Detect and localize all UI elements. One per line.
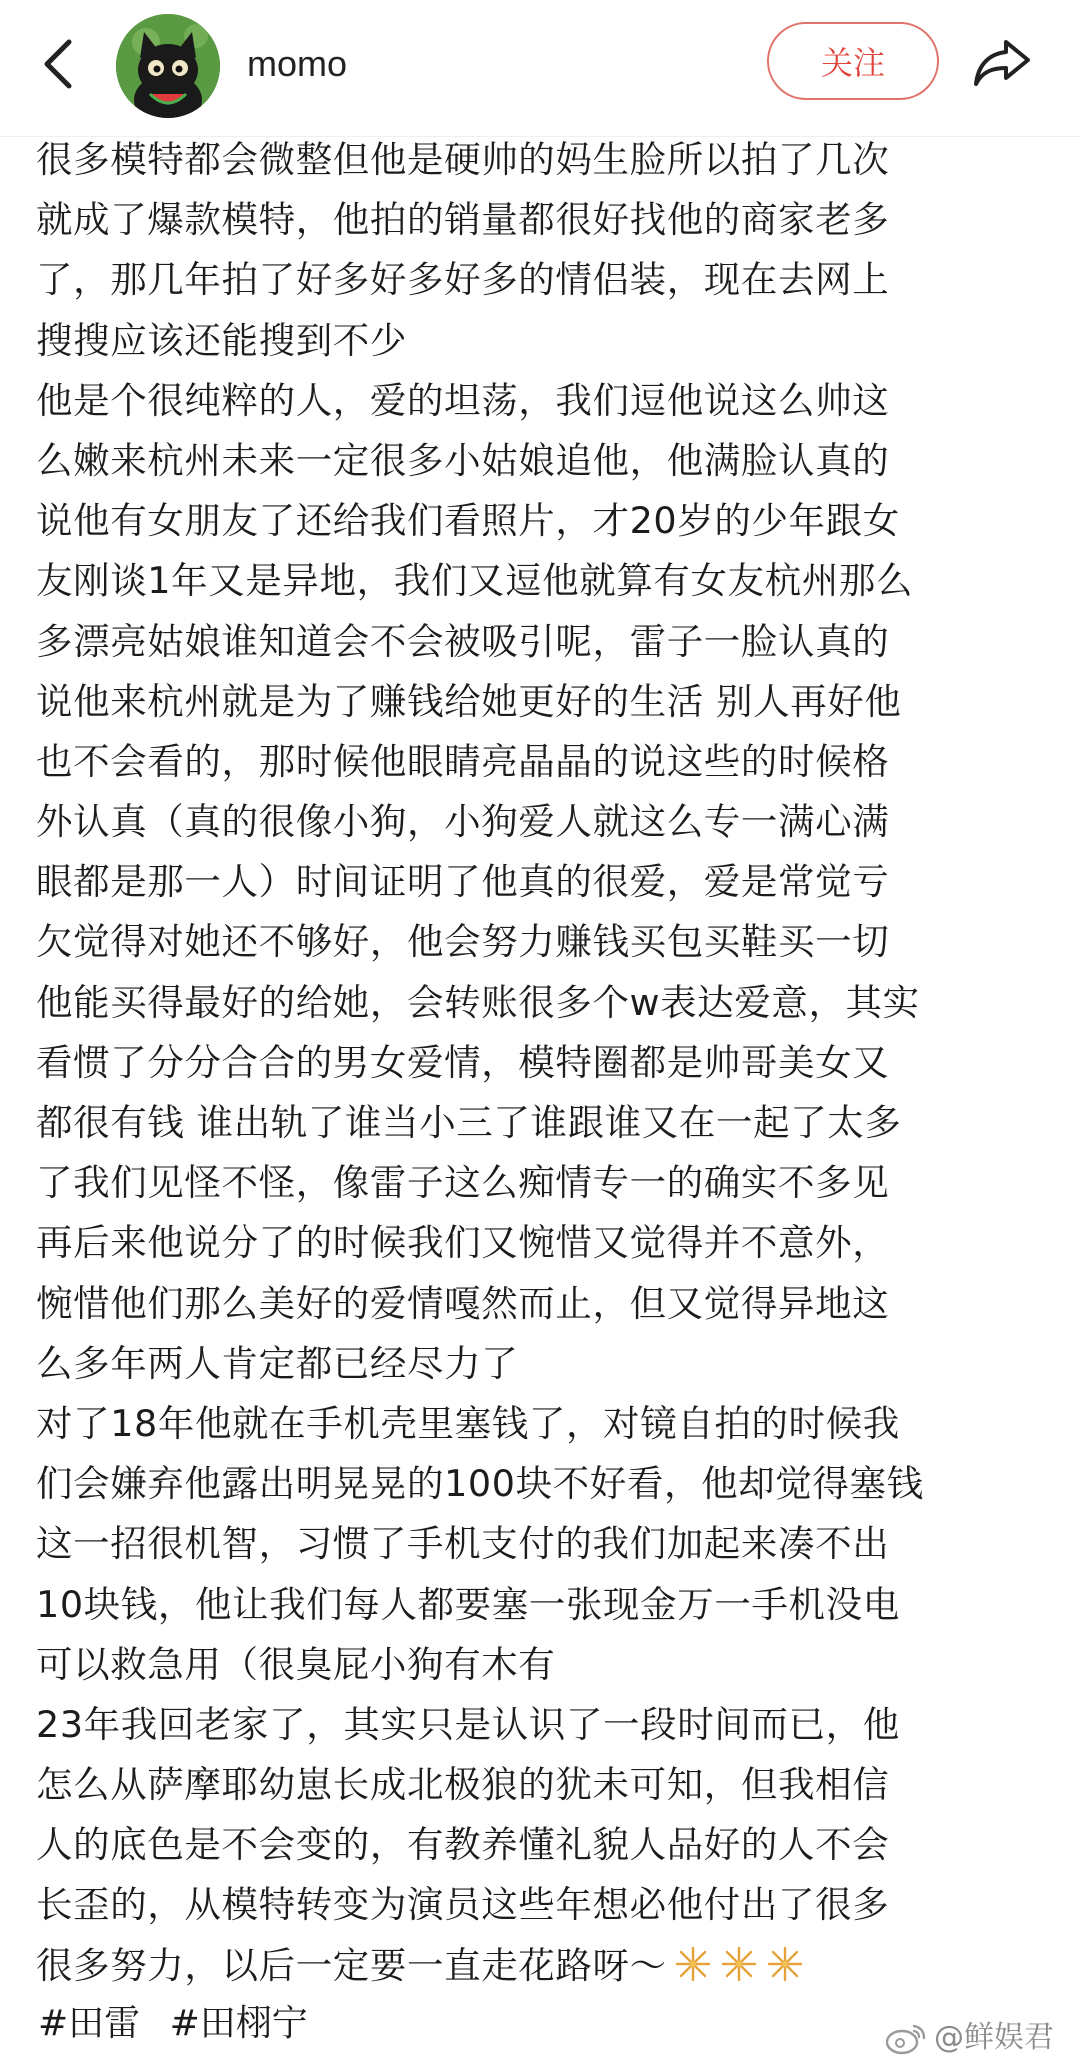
post-line: 23年我回老家了，其实只是认识了一段时间而已，他 [36, 1702, 900, 1746]
fireworks-emoji-icon [765, 1944, 805, 1984]
post-line: 10块钱，他让我们每人都要塞一张现金万一手机没电 [36, 1582, 900, 1626]
post-line: 可以救急用（很臭屁小狗有木有 [36, 1642, 556, 1686]
post-line: 说他来杭州就是为了赚钱给她更好的生活 别人再好他 [36, 679, 902, 723]
post-line-text: 很多努力，以后一定要一直走花路呀～ [36, 1943, 667, 1987]
post-line: 也不会看的，那时候他眼睛亮晶晶的说这些的时候格 [36, 739, 890, 783]
fireworks-emoji-icon [673, 1944, 713, 1984]
post-line: 都很有钱 谁出轨了谁当小三了谁跟谁又在一起了太多 [36, 1101, 902, 1144]
black-cat-avatar-icon [116, 14, 220, 118]
avatar[interactable] [116, 14, 220, 118]
watermark-text: @鲜娱君 [934, 2020, 1054, 2055]
post-content [36, 130, 1046, 1996]
post-line: 这一招很机智，习惯了手机支付的我们加起来凑不出 [36, 1522, 890, 1566]
post-line: 长歪的，从模特转变为演员这些年想必他付出了很多 [36, 1883, 890, 1927]
post-line: 搜搜应该还能搜到不少 [36, 318, 407, 362]
post-line-last [36, 1936, 1046, 1996]
post-line: 么多年两人肯定都已经尽力了 [36, 1341, 519, 1385]
post-line: 眼都是那一人）时间证明了他真的很爱，爱是常觉亏 [36, 860, 890, 904]
post-line: 人的底色是不会变的，有教养懂礼貌人品好的人不会 [36, 1823, 890, 1867]
weibo-logo-icon [884, 2020, 928, 2056]
post-line: 他能买得最好的给她，会转账很多个w表达爱意，其实 [36, 980, 920, 1024]
post-line: 看惯了分分合合的男女爱情，模特圈都是帅哥美女又 [36, 1040, 890, 1084]
hashtag-tianlei[interactable]: #田雷 [38, 2003, 141, 2044]
share-arrow-icon [972, 36, 1032, 88]
hashtag-row [38, 1996, 326, 2052]
post-line: 外认真（真的很像小狗，小狗爱人就这么专一满心满 [36, 800, 890, 844]
post-line: 了我们见怪不怪，像雷子这么痴情专一的确实不多见 [36, 1161, 890, 1205]
post-line: 欠觉得对她还不够好，他会努力赚钱买包买鞋买一切 [36, 920, 890, 964]
follow-button[interactable]: 关注 [767, 22, 939, 100]
back-arrow-icon [41, 36, 75, 92]
post-line: 就成了爆款模特，他拍的销量都很好找他的商家老多 [36, 198, 890, 242]
top-bar [0, 0, 1080, 137]
post-line: 说他有女朋友了还给我们看照片，才20岁的少年跟女 [36, 499, 900, 543]
post-line: 了，那几年拍了好多好多好多的情侣装，现在去网上 [36, 258, 890, 302]
post-line: 对了18年他就在手机壳里塞钱了，对镜自拍的时候我 [36, 1401, 900, 1445]
post-line: 友刚谈1年又是异地，我们又逗他就算有女友杭州那么 [36, 559, 914, 603]
hashtag-tianxuning[interactable]: #田栩宁 [169, 2003, 308, 2044]
share-button[interactable] [966, 26, 1038, 98]
post-line: 再后来他说分了的时候我们又惋惜又觉得并不意外， [36, 1221, 890, 1265]
back-button[interactable] [30, 28, 86, 100]
fireworks-emoji-icon [719, 1944, 759, 1984]
post-line: 么嫩来杭州未来一定很多小姑娘追他，他满脸认真的 [36, 438, 890, 482]
post-line: 多漂亮姑娘谁知道会不会被吸引呢，雷子一脸认真的 [36, 619, 890, 663]
username[interactable]: momo [247, 43, 348, 84]
post-line: 惋惜他们那么美好的爱情嘎然而止，但又觉得异地这 [36, 1281, 890, 1325]
post-line: 很多模特都会微整但他是硬帅的妈生脸所以拍了几次 [36, 138, 890, 181]
post-line: 他是个很纯粹的人，爱的坦荡，我们逗他说这么帅这 [36, 378, 890, 422]
post-line: 怎么从萨摩耶幼崽长成北极狼的犹未可知，但我相信 [36, 1763, 890, 1807]
weibo-watermark [884, 2018, 1054, 2058]
post-line: 们会嫌弃他露出明晃晃的100块不好看，他却觉得塞钱 [36, 1462, 924, 1506]
